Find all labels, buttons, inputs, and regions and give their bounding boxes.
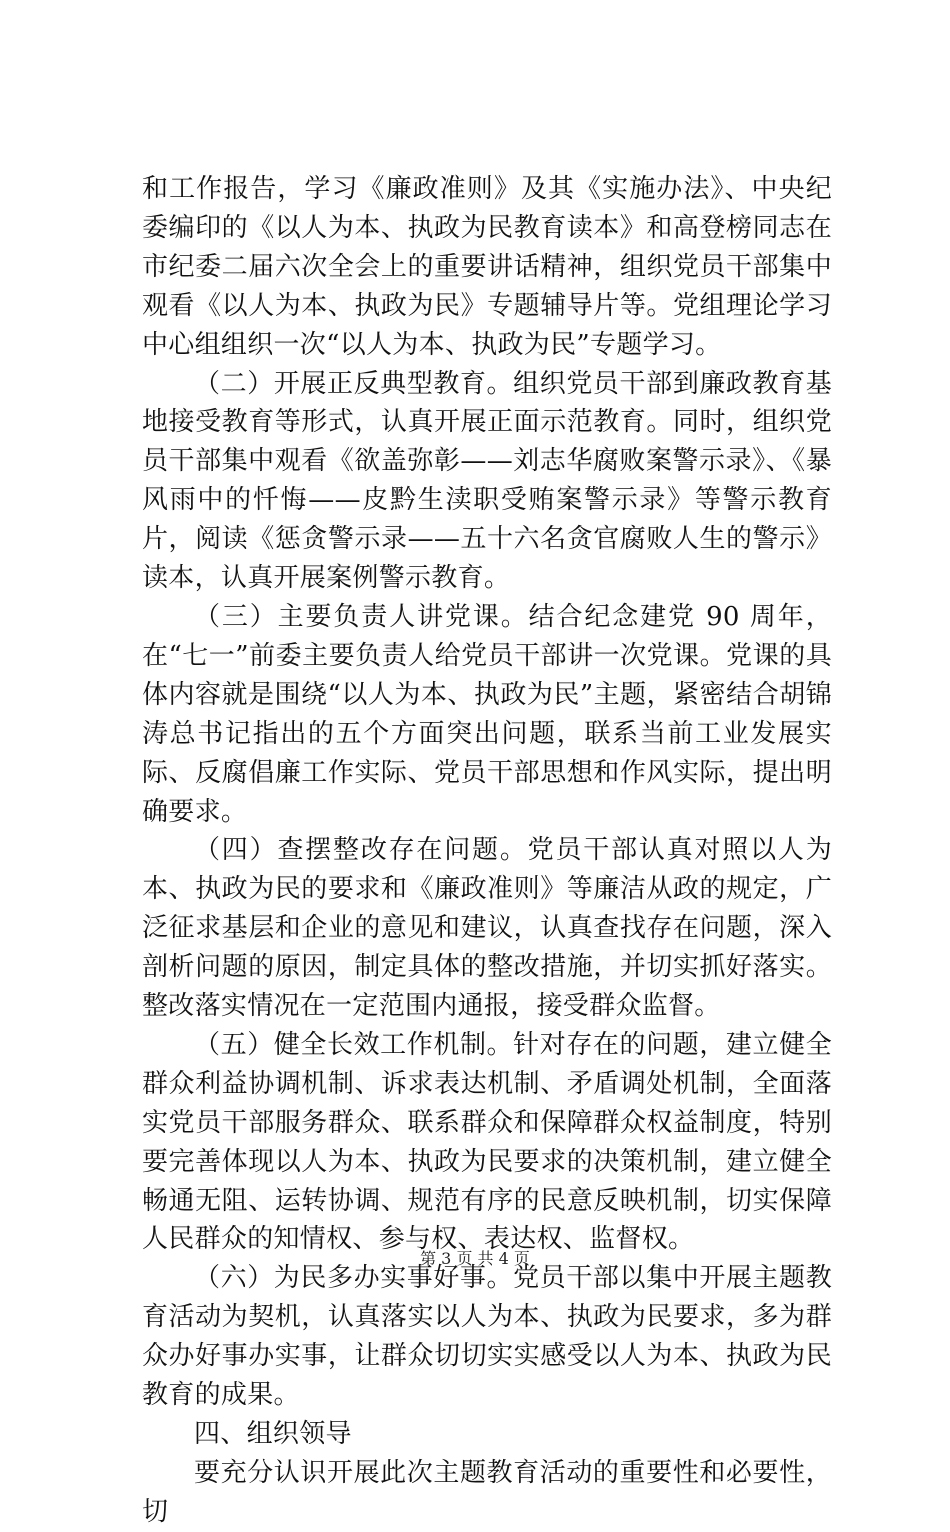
page-number-footer: 第 3 页 共 4 页 xyxy=(420,1249,530,1268)
paragraph-party-lecture: （三）主要负责人讲党课。结合纪念建党 90 周年，在“七一”前委主要负责人给党员干部讲一次党课。党课的具体内容就是围绕“以人为本、执政为民”主题，紧密结合胡锦涛总书记指出的五个方面突出问题，联系当前工业发展实际、反腐倡廉工作实际、党员干部思想和作风实际，提出明确要求。 xyxy=(142,601,832,827)
paragraph-organization-intro: 要充分认识开展此次主题教育活动的重要性和必要性，切 xyxy=(142,1457,832,1527)
paragraph-long-term-mechanism: （五）健全长效工作机制。针对存在的问题，建立健全群众利益协调机制、诉求表达机制、矛盾调处机制，全面落实党员干部服务群众、联系群众和保障群众权益制度，特别要完善体现以人为本、执政为民要求的决策机制，建立健全畅通无阻、运转协调、规范有序的民意反映机制，切实保障人民群众的知情权、参与权、表达权、监督权。 xyxy=(142,1029,832,1255)
section-heading-organization: 四、组织领导 xyxy=(194,1419,352,1449)
paragraph-continuation: 和工作报告，学习《廉政准则》及其《实施办法》、中央纪委编印的《以人为本、执政为民教育读本》和高登榜同志在市纪委二届六次全会上的重要讲话精神，组织党员干部集中观看《以人为本、执政为民》专题辅导片等。党组理论学习中心组组织一次“以人为本、执政为民”专题学习。 xyxy=(142,174,832,360)
document-body xyxy=(142,170,832,1532)
paragraph-typical-education: （二）开展正反典型教育。组织党员干部到廉政教育基地接受教育等形式，认真开展正面示范教育。同时，组织党员干部集中观看《欲盖弥彰——刘志华腐败案警示录》、《暴风雨中的忏悔——皮黔生渎职受贿案警示录》等警示教育片，阅读《惩贪警示录——五十六名贪官腐败人生的警示》读本，认真开展案例警示教育。 xyxy=(142,368,832,594)
paragraph-rectification: （四）查摆整改存在问题。党员干部认真对照以人为本、执政为民的要求和《廉政准则》等廉洁从政的规定，广泛征求基层和企业的意见和建议，认真查找存在问题，深入剖析问题的原因，制定具体的整改措施，并切实抓好落实。整改落实情况在一定范围内通报，接受群众监督。 xyxy=(142,835,832,1022)
paragraph-practical-deeds: （六）为民多办实事好事。党员干部以集中开展主题教育活动为契机，认真落实以人为本、执政为民要求，多为群众办好事办实事，让群众切切实实感受以人为本、执政为民教育的成果。 xyxy=(142,1263,832,1411)
